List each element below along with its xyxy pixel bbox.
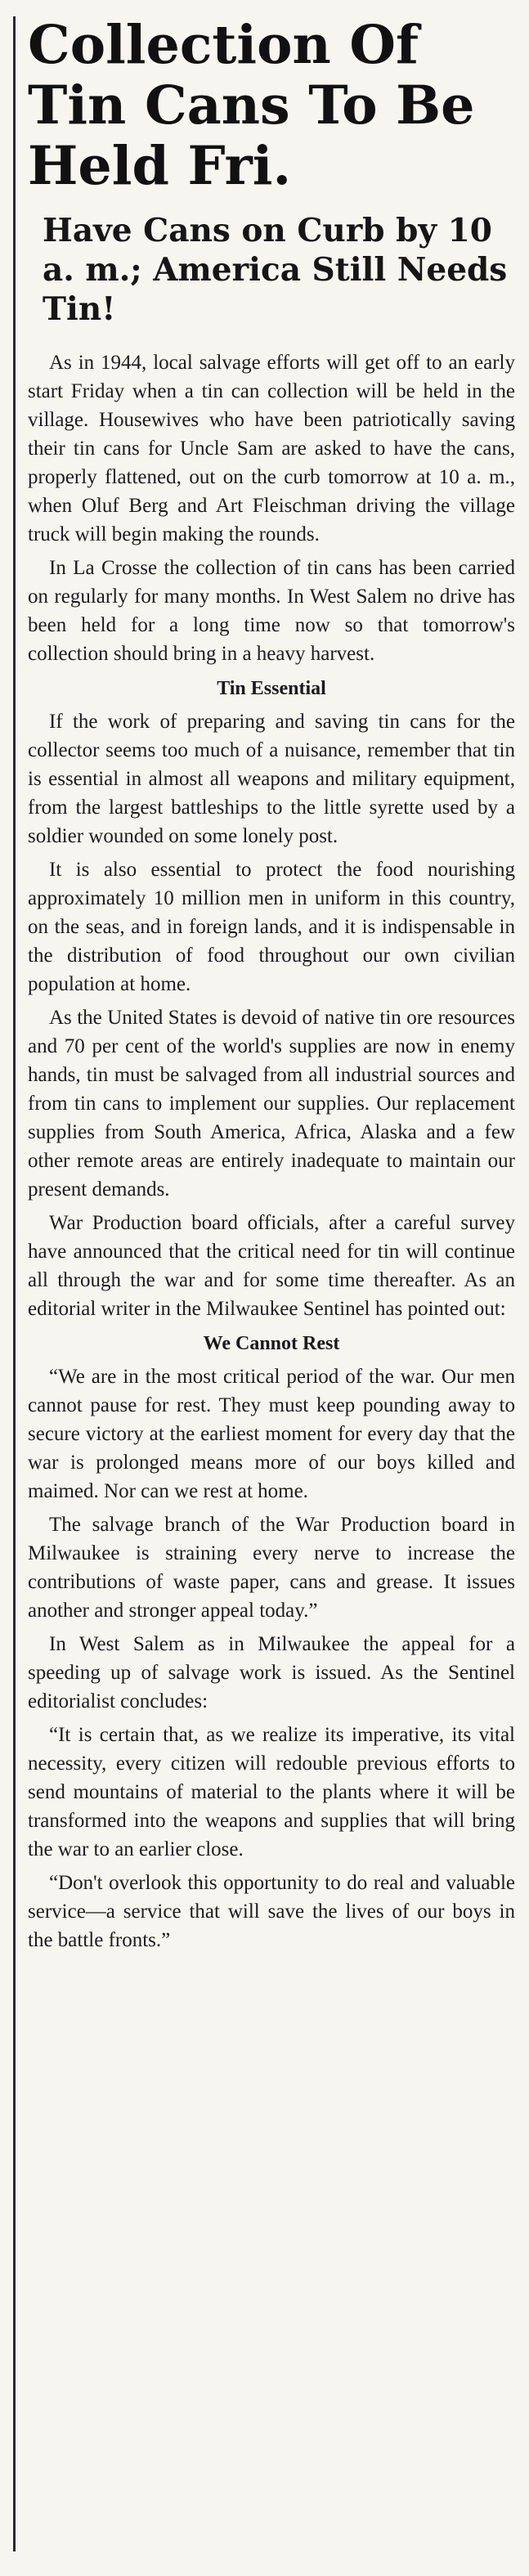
paragraph: The salvage branch of the War Production board in Milwaukee is straining every nerve to increase the contributions of waste paper, cans and grease. It issues another and stronger appeal today.” [28, 1514, 515, 1622]
headline: Collection Of Tin Cans To Be Held Fri. [28, 14, 475, 197]
section-heading-we-cannot-rest: We Cannot Rest [203, 1333, 340, 1354]
column-rule [13, 16, 16, 2551]
paragraph: “We are in the most critical period of the war. Our men cannot pause for rest. They must keep pounding away to secure victory at the earliest moment for every day that the war is prolonged means more of our boys killed and maimed. Nor can we rest at home. [28, 1366, 515, 1502]
paragraph: In La Crosse the collection of tin cans has been carried on regularly for many months. In West Salem no drive has been held for a long time now so that tomorrow's collection should bring in a heavy harvest. [28, 557, 515, 665]
section-heading-tin-essential: Tin Essential [217, 678, 326, 699]
subheadline: Have Cans on Curb by 10 a. m.; America Still Needs Tin! [43, 212, 508, 328]
paragraph: As the United States is devoid of native tin ore resources and 70 per cent of the world's supplies are now in enemy hands, tin must be salvaged from all industrial sources and from tin cans to implement our supplies. Our replacement supplies from South America, Africa, Alaska and a few other remote areas are entirely inadequate to maintain our present demands. [28, 1007, 515, 1200]
paragraph: If the work of preparing and saving tin cans for the collector seems too much of a nuisance, remember that tin is essential in almost all weapons and military equipment, from the largest battleships to the little syrette used by a soldier wounded on some lonely post. [28, 711, 515, 847]
paragraph: It is also essential to protect the food nourishing approximately 10 million men in uniform in this country, on the seas, and in foreign lands, and it is indispensable in the distribution of food throughout our own civilian population at home. [28, 859, 515, 995]
paragraph: As in 1944, local salvage efforts will get off to an early start Friday when a tin can collection will be held in the village. Housewives who have been patriotically saving their tin cans for Uncle Sam are asked to have the cans, properly flattened, out on the curb tomorrow at 10 a. m., when Oluf Berg and Art Fleischman driving the village truck will begin making the rounds. [28, 352, 515, 545]
article-column [28, 15, 515, 1959]
paragraph: “Don't overlook this opportunity to do real and valuable service—a service that will save the lives of our boys in the battle fronts.” [28, 1872, 515, 1951]
paragraph: “It is certain that, as we realize its imperative, its vital necessity, every citizen will redouble previous efforts to send mountains of material to the plants where it will be transformed into the weapons and supplies that will bring the war to an earlier close. [28, 1724, 515, 1860]
paragraph: War Production board officials, after a careful survey have announced that the critical need for tin will continue all through the war and for some time thereafter. As an editorial writer in the Milwaukee Sentinel has pointed out: [28, 1212, 515, 1320]
paragraph: In West Salem as in Milwaukee the appeal for a speeding up of salvage work is issued. As the Sentinel editorialist concludes: [28, 1633, 515, 1712]
